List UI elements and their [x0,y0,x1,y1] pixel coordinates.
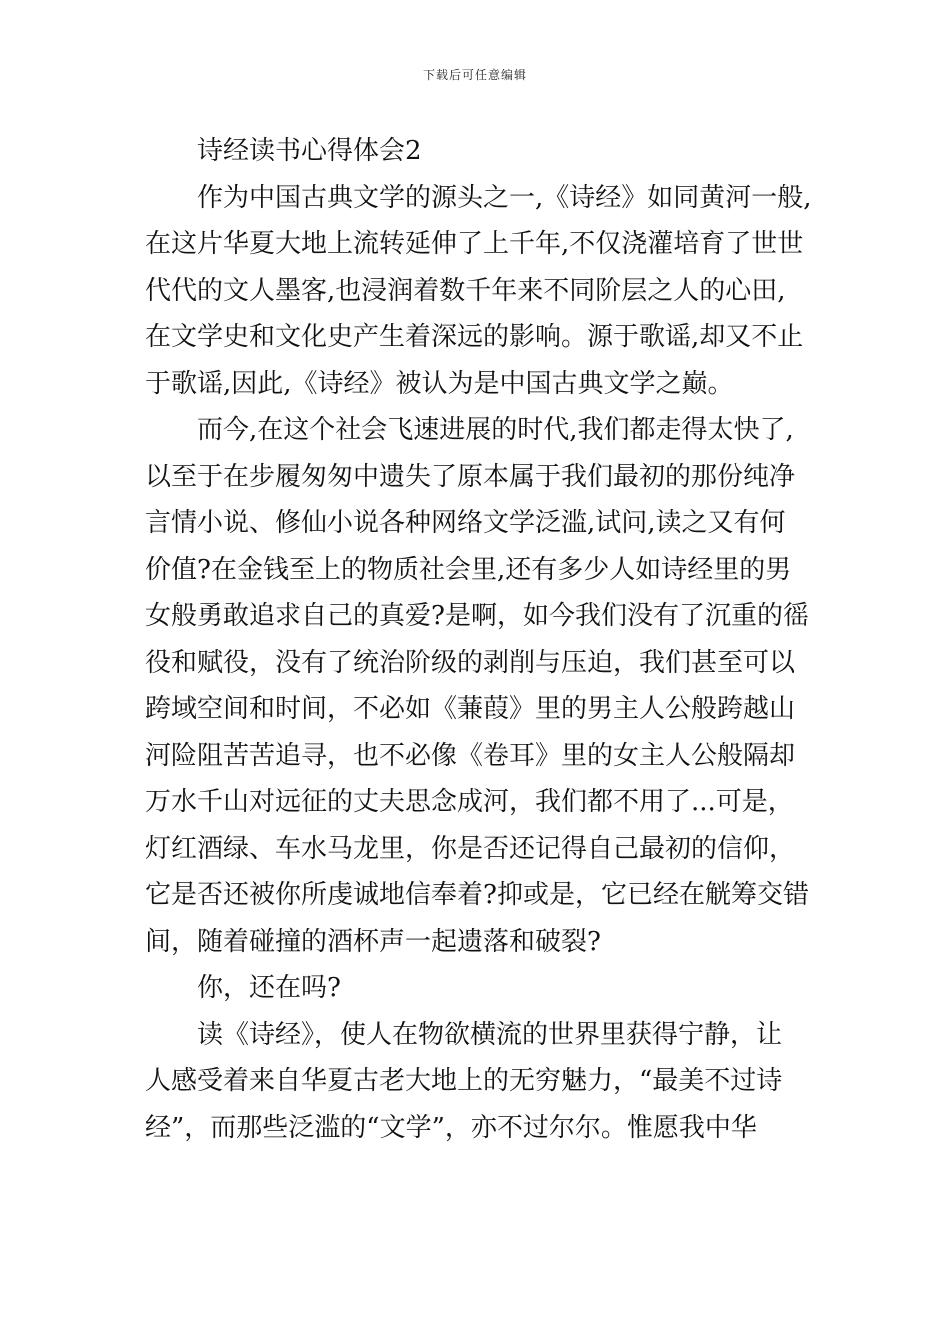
paragraph-line: 读《诗经》，使人在物欲横流的世界里获得宁静，让 [197,1019,783,1050]
page-header: 下载后可任意编辑 [422,68,527,82]
paragraph-line: 价值?在金钱至上的物质社会里,还有多少人如诗经里的男 [145,554,792,585]
paragraph-3 [145,965,815,1012]
paragraph-line: 你，还在吗? [197,973,341,1003]
paragraph-2 [145,407,815,965]
paragraph-line: 言情小说、修仙小说各种网络文学泛滥,试问,读之又有何 [145,508,786,538]
paragraph-line: 而今,在这个社会飞速进展的时代,我们都走得太快了, [197,415,794,445]
paragraph-line: 河险阻苦苦追寻，也不必像《卷耳》里的女主人公般隔却 [145,740,796,771]
paragraph-line: 于歌谣,因此,《诗经》被认为是中国古典文学之巅。 [145,368,734,399]
paragraph-line: 代代的文人墨客,也浸润着数千年来不同阶层之人的心田, [145,275,786,306]
paragraph-line: 经”，而那些泛滥的“文学”，亦不过尔尔。惟愿我中华 [145,1112,757,1143]
paragraph-line: 它是否还被你所虔诚地信奉着?抑或是，它已经在觥筹交错 [145,880,809,910]
paragraph-line: 在这片华夏大地上流转延伸了上千年,不仅浇灌培育了世世 [145,229,804,259]
paragraph-line: 女般勇敢追求自己的真爱?是啊，如今我们没有了沉重的徭 [145,601,809,631]
paragraph-1 [145,175,815,408]
paragraph-line: 间，随着碰撞的酒杯声一起遗落和破裂? [145,926,601,957]
document-title: 诗经读书心得体会2 [197,136,422,166]
paragraph-line: 役和赋役，没有了统治阶级的剥削与压迫，我们甚至可以 [145,647,796,678]
paragraph-line: 灯红酒绿、车水马龙里，你是否还记得自己最初的信仰， [145,833,796,864]
document-body [145,128,815,1151]
paragraph-line: 以至于在步履匆匆中遗失了原本属于我们最初的那份纯净 [145,461,796,492]
paragraph-line: 万水千山对远征的丈夫思念成河，我们都不用了...可是， [145,787,794,817]
paragraph-4 [145,1012,815,1152]
paragraph-line: 跨域空间和时间，不必如《蒹葭》里的男主人公般跨越山 [145,694,796,724]
paragraph-line: 人感受着来自华夏古老大地上的无穷魅力，“最美不过诗 [145,1066,783,1096]
paragraph-line: 在文学史和文化史产生着深远的影响。源于歌谣,却又不止 [145,322,804,352]
paragraph-line: 作为中国古典文学的源头之一,《诗经》如同黄河一般, [197,182,812,213]
